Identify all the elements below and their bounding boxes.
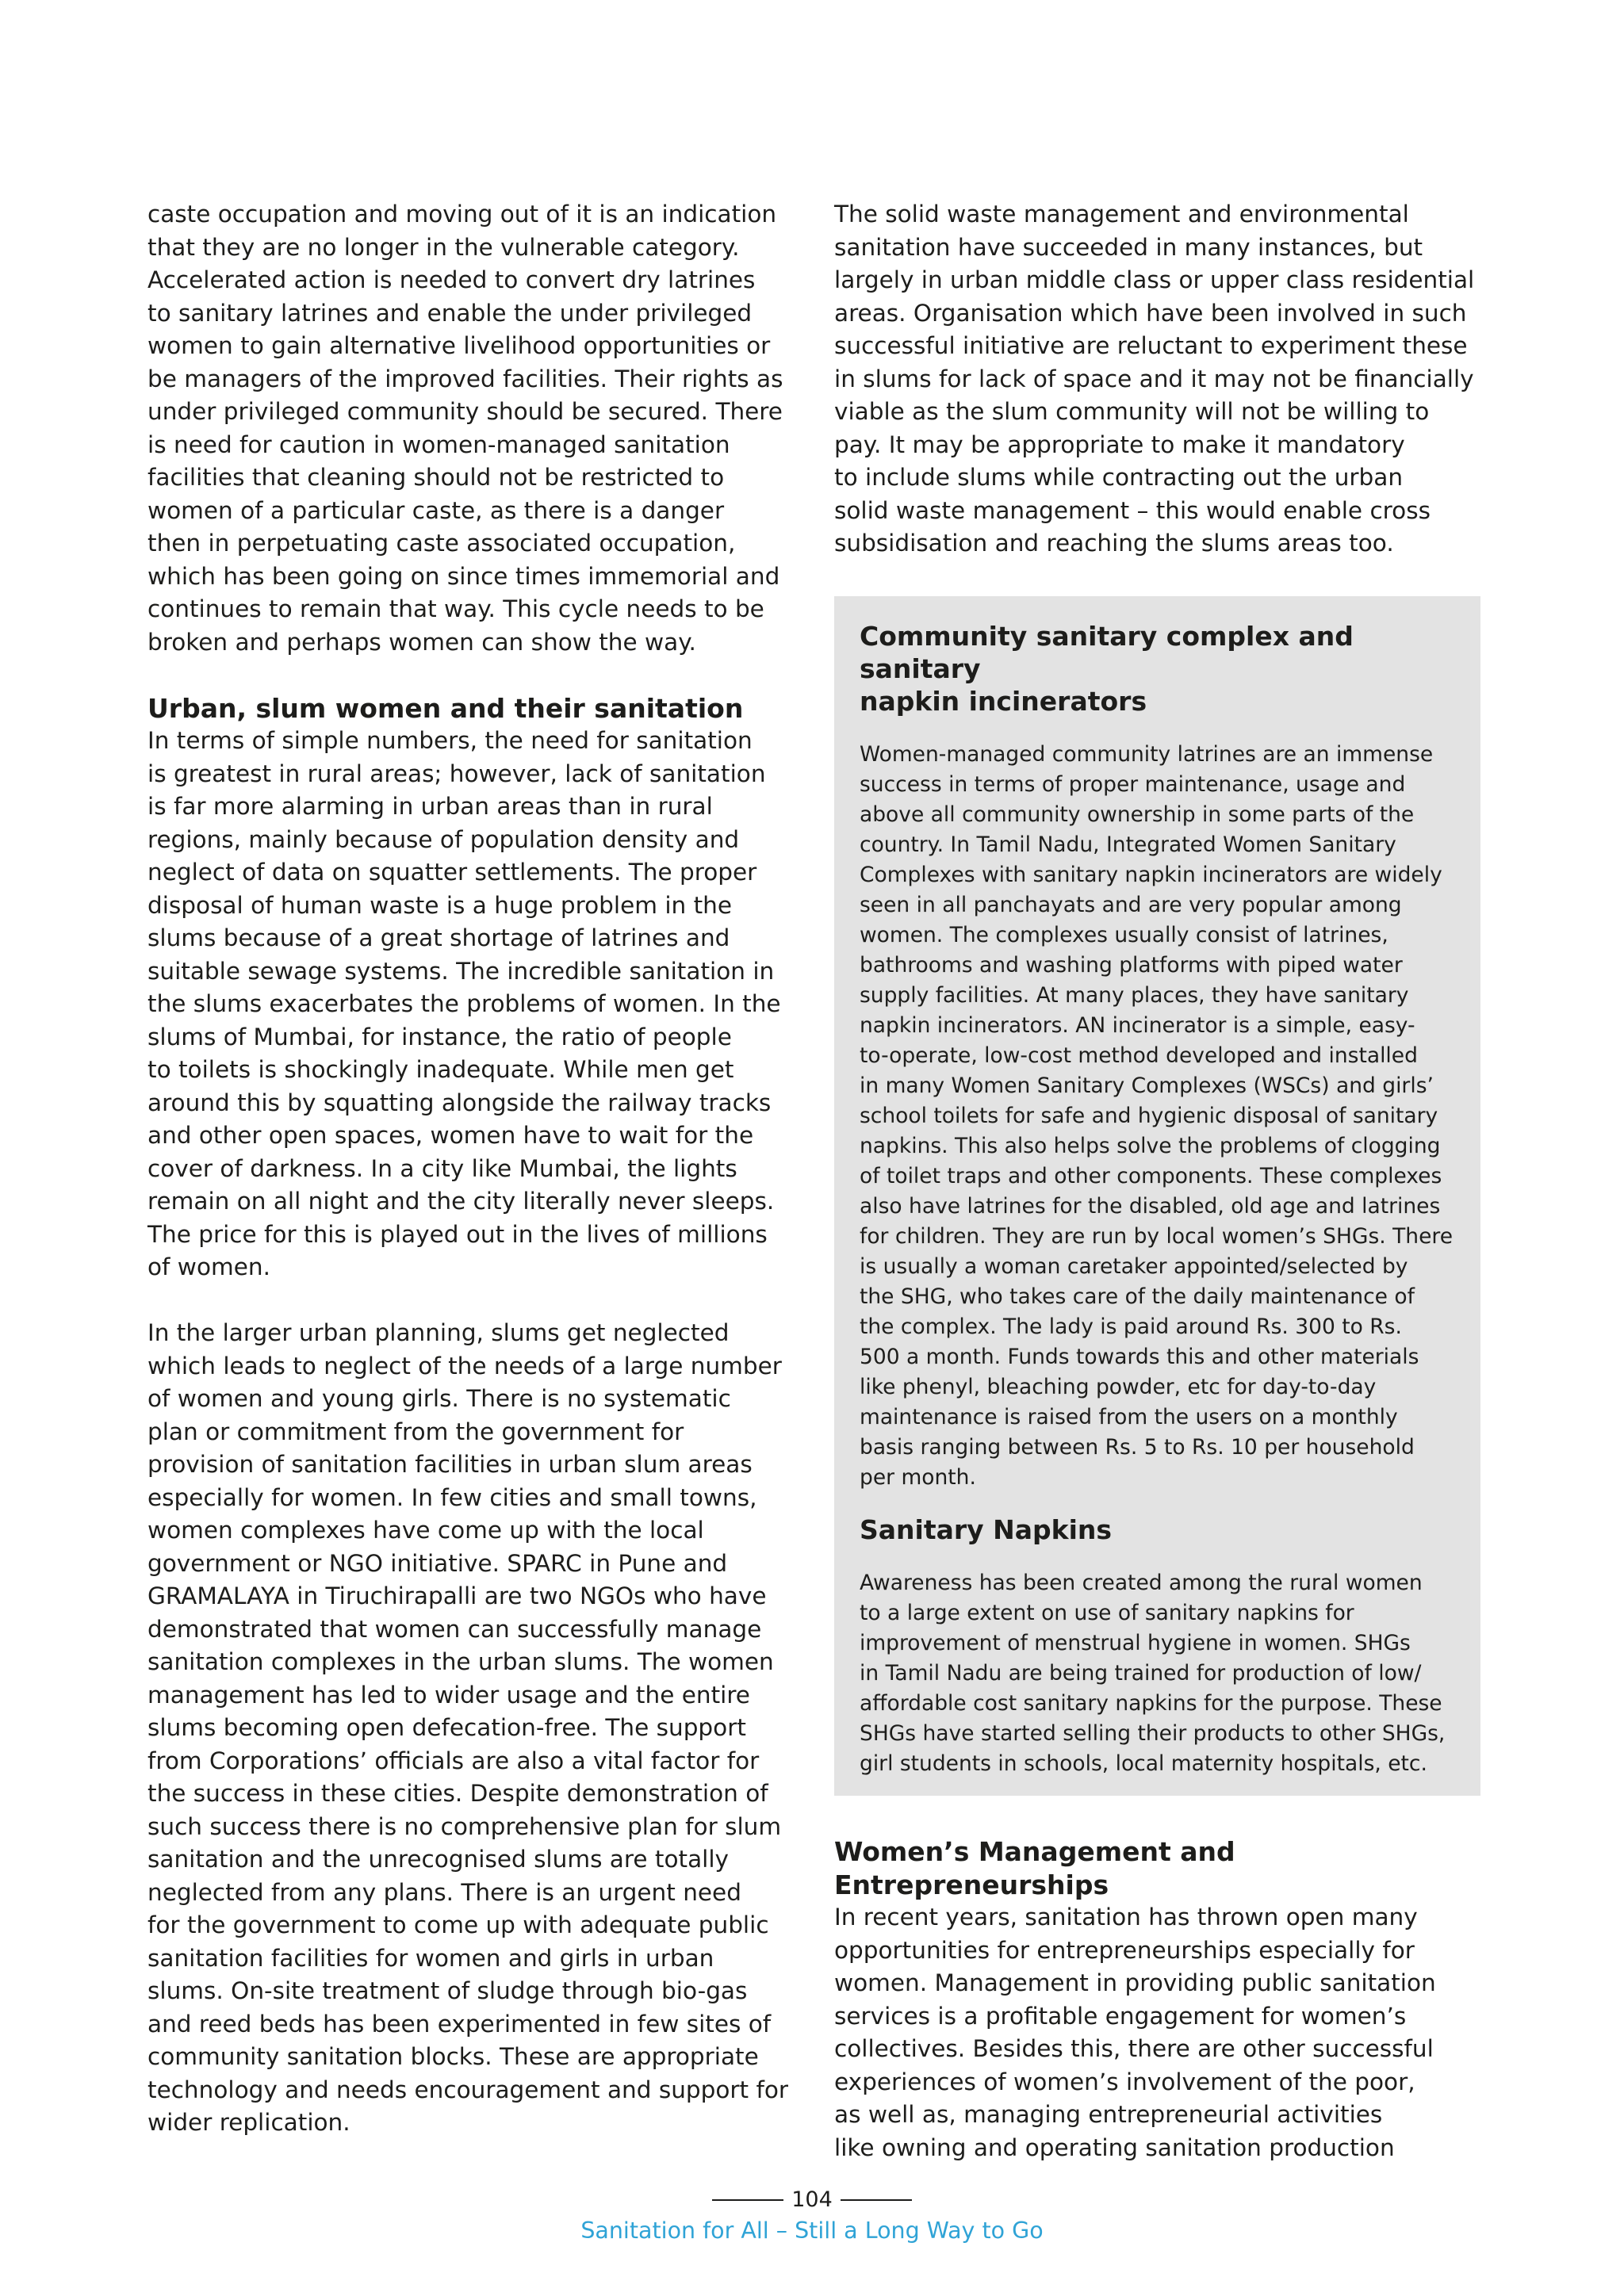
box-heading-community-sanitary-complex: Community sanitary complex and sanitary napkin incinerators: [860, 621, 1354, 717]
left-paragraph-simple-numbers: In terms of simple numbers, the need for sanitation is greatest in rural areas; however, lack of sanitation is far more alarming in urban areas than in rural regions, mainly because of population density and neglect of data on squatter settlements. The proper disposal of human waste is a huge problem in the slums because of a great shortage of latrines and suitable sewage systems. The incredible sanitation in the slums exacerbates the problems of women. In the slums of Mumbai, for instance, the ratio of people to toilets is shockingly inadequate. While men get around this by squatting alongside the railway tracks and other open spaces, women have to wait for the cover of darkness. In a city like Mumbai, the lights remain on all night and the city literally never sleeps. The price for this is played out in the lives of millions of women.: [147, 727, 781, 1280]
box-paragraph-awareness: Awareness has been created among the rural women to a large extent on use of sanitary napkins for improvement of menstrual hygiene in women. SHGs in Tamil Nadu are being trained for production of low/ affordable cost sanitary napkins for the purpose. These SHGs have started selling their products to other SHGs, girl students in schools, local maternity hospitals, etc.: [860, 1571, 1446, 1776]
right-paragraph-entrepreneurships: In recent years, sanitation has thrown open many opportunities for entrepreneurships especially for women. Management in providing public sanitation services is a profitable engagement for women’s collectives. Besides this, there are other successful experiences of women’s involvement of the poor, as well as, managing entrepreneurial activities like owning and operating sanitation production: [834, 1904, 1436, 2161]
right-paragraph-solid-waste: The solid waste management and environmental sanitation have succeeded in many instances, but largely in urban middle class or upper class residential areas. Organisation which have been involved in such successful initiative are reluctant to experiment these in slums for lack of space and it may not be financially viable as the slum community will not be willing to pay. It may be appropriate to make it mandatory to include slums while contracting out the urban solid waste management – this would enable cross subsidisation and reaching the slums areas too.: [834, 201, 1475, 557]
box-spacer: [860, 718, 1462, 740]
left-column: [147, 198, 798, 2140]
paragraph-spacer: [147, 659, 798, 692]
box-spacer: [860, 1546, 1462, 1568]
box-paragraph-women-managed-latrines: Women-managed community latrines are an immense success in terms of proper maintenance, usage and above all community ownership in some parts of the country. In Tamil Nadu, Integrated Women Sanitary Complexes with sanitary napkin incinerators are widely seen in all panchayats and are very popular among women. The complexes usually consist of latrines, bathrooms and washing platforms with piped water supply facilities. At many places, they have sanitary napkin incinerators. AN incinerator is a simple, easy- to-operate, low-cost method developed and installed in many Women Sanitary Complexes (WSCs) and girls’ school toilets for safe and hygienic disposal of sanitary napkins. This also helps solve the problems of clogging of toilet traps and other components. These complexes also have latrines for the disabled, old age and latrines for children. They are run by local women’s SHGs. There is usually a woman caretaker appointed/selected by the SHG, who takes care of the daily maintenance of the complex. The lady is paid around Rs. 300 to Rs. 500 a month. Funds towards this and other materials like phenyl, bleaching powder, etc for day-to-day maintenance is raised from the users on a monthly basis ranging between Rs. 5 to Rs. 10 per household per month.: [860, 742, 1454, 1490]
left-paragraph-urban-planning: In the larger urban planning, slums get neglected which leads to neglect of the needs of a large number of women and young girls. There is no systematic plan or commitment from the government for provision of sanitation facilities in urban slum areas especially for women. In few cities and small towns, women complexes have come up with the local government or NGO initiative. SPARC in Pune and GRAMALAYA in Tiruchirapalli are two NGOs who have demonstrated that women can successfully manage sanitation complexes in the urban slums. The women management has led to wider usage and the entire slums becoming open defecation-free. The support from Corporations’ officials are also a vital factor for the success in these cities. Despite demonstration of such success there is no comprehensive plan for slum sanitation and the unrecognised slums are totally neglected from any plans. There is an urgent need for the government to come up with adequate public sanitation facilities for women and girls in urban slums. On-site treatment of sludge through bio-gas and reed beds has been experimented in few sites of community sanitation blocks. These are appropriate technology and needs encouragement and support for wider replication.: [147, 1319, 789, 2136]
left-paragraph-caste-occupation: caste occupation and moving out of it is an indication that they are no longer in the vulnerable category. Accelerated action is needed to convert dry latrines to sanitary latrines and enable the under privileged women to gain alternative livelihood opportunities or be managers of the improved facilities. Their rights as under privileged community should be secured. There is need for caution in women-managed sanitation facilities that cleaning should not be restricted to women of a particular caste, as there is a danger then in perpetuating caste associated occupation, which has been going on since times immemorial and continues to remain that way. This cycle needs to be broken and perhaps women can show the way.: [147, 201, 783, 656]
page-number-row: [0, 2187, 1624, 2214]
footer-rule-left: [712, 2199, 783, 2201]
paragraph-spacer: [147, 1284, 798, 1318]
sidebar-box-content: [860, 620, 1462, 1779]
footer-rule-right: [841, 2199, 912, 2201]
heading-urban-slum-women: Urban, slum women and their sanitation: [147, 692, 744, 724]
box-spacer: [860, 1493, 1462, 1513]
sidebar-box: [834, 596, 1480, 1796]
footer-book-title: Sanitation for All – Still a Long Way to Go: [580, 2218, 1044, 2244]
heading-womens-management: Women’s Management and Entrepreneurships: [834, 1836, 1235, 1900]
box-heading-sanitary-napkins: Sanitary Napkins: [860, 1514, 1113, 1545]
right-column-lower: [834, 1835, 1484, 2164]
page-number: 104: [791, 2187, 833, 2212]
right-column: [834, 198, 1484, 561]
